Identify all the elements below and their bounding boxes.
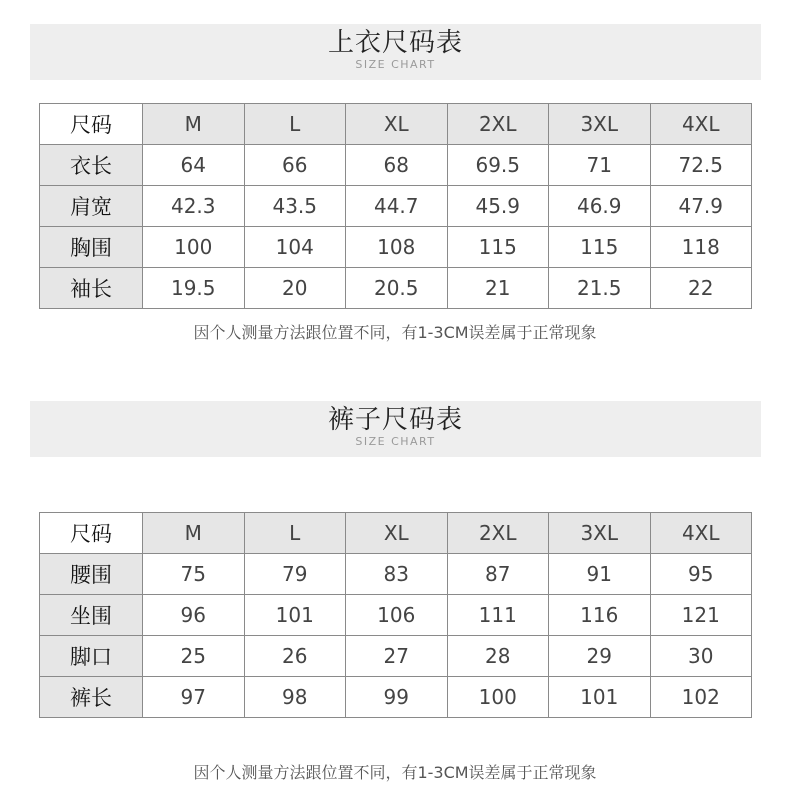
row-label: 脚口 (40, 636, 143, 677)
table-cell: 27 (346, 636, 448, 677)
table-cell: 87 (447, 554, 549, 595)
table-cell: 102 (650, 677, 752, 718)
header-cell: M (143, 104, 245, 145)
table-cell: 21.5 (549, 268, 651, 309)
table-cell: 28 (447, 636, 549, 677)
table-cell: 19.5 (143, 268, 245, 309)
header-cell: 4XL (650, 513, 752, 554)
table-cell: 101 (549, 677, 651, 718)
row-label: 胸围 (40, 227, 143, 268)
table-cell: 29 (549, 636, 651, 677)
row-label: 袖长 (40, 268, 143, 309)
table-cell: 71 (549, 145, 651, 186)
header-cell: 3XL (549, 104, 651, 145)
bottom-chart-subtitle: SIZE CHART (355, 435, 436, 448)
row-label: 衣长 (40, 145, 143, 186)
table-cell: 20 (244, 268, 346, 309)
table-cell: 43.5 (244, 186, 346, 227)
table-cell: 115 (447, 227, 549, 268)
table-cell: 22 (650, 268, 752, 309)
table-cell: 108 (346, 227, 448, 268)
table-row (40, 227, 752, 268)
header-cell: 3XL (549, 513, 651, 554)
top-chart-banner (30, 24, 761, 80)
table-cell: 25 (143, 636, 245, 677)
table-cell: 72.5 (650, 145, 752, 186)
table-cell: 111 (447, 595, 549, 636)
top-measurement-note: 因个人测量方法跟位置不同，有1-3CM误差属于正常现象 (193, 323, 597, 342)
table-cell: 47.9 (650, 186, 752, 227)
bottom-size-table (39, 512, 752, 718)
table-cell: 104 (244, 227, 346, 268)
bottom-chart-title: 裤子尺码表 (327, 405, 463, 435)
table-cell: 99 (346, 677, 448, 718)
table-cell: 91 (549, 554, 651, 595)
row-label: 腰围 (40, 554, 143, 595)
table-cell: 101 (244, 595, 346, 636)
header-cell: 2XL (447, 513, 549, 554)
bottom-measurement-note: 因个人测量方法跟位置不同，有1-3CM误差属于正常现象 (193, 763, 597, 782)
table-row (40, 595, 752, 636)
header-cell: M (143, 513, 245, 554)
table-cell: 96 (143, 595, 245, 636)
table-row (40, 145, 752, 186)
table-cell: 97 (143, 677, 245, 718)
table-row (40, 268, 752, 309)
table-cell: 66 (244, 145, 346, 186)
table-cell: 79 (244, 554, 346, 595)
table-row (40, 677, 752, 718)
table-cell: 100 (143, 227, 245, 268)
table-row (40, 186, 752, 227)
row-label: 坐围 (40, 595, 143, 636)
table-cell: 45.9 (447, 186, 549, 227)
header-cell: XL (346, 104, 448, 145)
table-cell: 118 (650, 227, 752, 268)
table-cell: 26 (244, 636, 346, 677)
table-row (40, 554, 752, 595)
table-header-row (40, 513, 752, 554)
header-cell: L (244, 104, 346, 145)
header-cell: 2XL (447, 104, 549, 145)
table-cell: 42.3 (143, 186, 245, 227)
table-cell: 69.5 (447, 145, 549, 186)
top-size-table (39, 103, 752, 309)
table-cell: 95 (650, 554, 752, 595)
row-label: 裤长 (40, 677, 143, 718)
header-cell: 尺码 (40, 104, 143, 145)
table-cell: 21 (447, 268, 549, 309)
bottom-chart-banner (30, 401, 761, 457)
table-cell: 106 (346, 595, 448, 636)
table-cell: 83 (346, 554, 448, 595)
header-cell: L (244, 513, 346, 554)
table-cell: 121 (650, 595, 752, 636)
table-cell: 20.5 (346, 268, 448, 309)
table-header-row (40, 104, 752, 145)
table-cell: 100 (447, 677, 549, 718)
table-cell: 44.7 (346, 186, 448, 227)
table-cell: 46.9 (549, 186, 651, 227)
table-cell: 116 (549, 595, 651, 636)
table-cell: 115 (549, 227, 651, 268)
header-cell: 4XL (650, 104, 752, 145)
table-cell: 64 (143, 145, 245, 186)
table-cell: 68 (346, 145, 448, 186)
table-cell: 98 (244, 677, 346, 718)
table-cell: 75 (143, 554, 245, 595)
top-chart-title: 上衣尺码表 (327, 28, 463, 58)
table-cell: 30 (650, 636, 752, 677)
top-chart-subtitle: SIZE CHART (355, 58, 436, 71)
header-cell: XL (346, 513, 448, 554)
table-row (40, 636, 752, 677)
header-cell: 尺码 (40, 513, 143, 554)
row-label: 肩宽 (40, 186, 143, 227)
